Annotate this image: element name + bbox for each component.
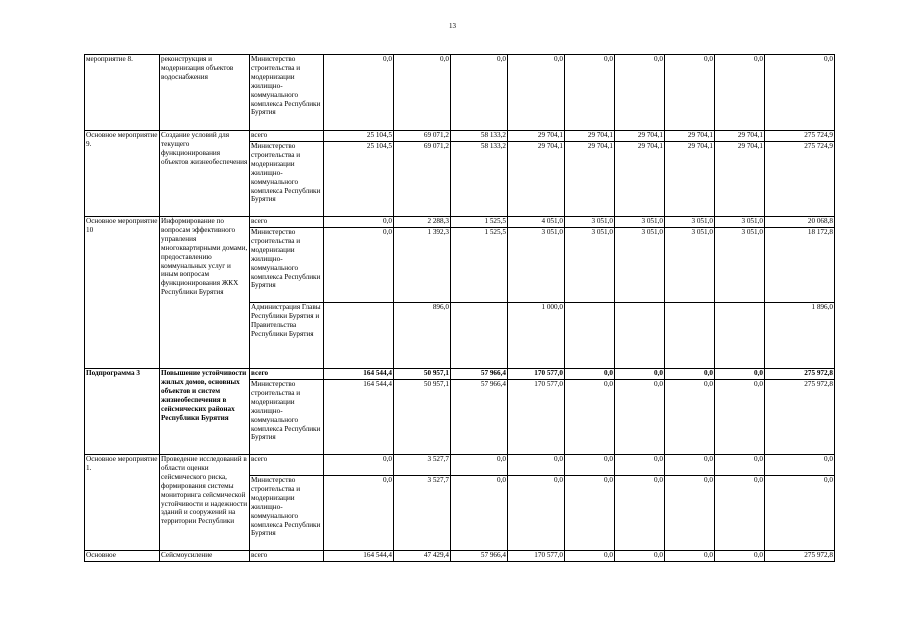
value-cell: 20 068,8 — [765, 217, 835, 228]
value-cell: 57 966,4 — [451, 551, 508, 562]
value-cell: 0,0 — [665, 55, 715, 131]
value-cell: 170 577,0 — [508, 551, 565, 562]
value-cell: 0,0 — [665, 369, 715, 380]
value-cell: 0,0 — [615, 55, 665, 131]
value-cell: 275 724,9 — [765, 142, 835, 217]
table-row — [85, 217, 835, 228]
value-cell: 1 525,5 — [451, 228, 508, 303]
value-cell: 29 704,1 — [715, 131, 765, 142]
value-cell: 58 133,2 — [451, 142, 508, 217]
value-cell: 25 104,5 — [324, 131, 394, 142]
value-cell: 29 704,1 — [565, 131, 615, 142]
value-cell: 47 429,4 — [394, 551, 451, 562]
value-cell: 170 577,0 — [508, 380, 565, 455]
event-description-cell: Сейсмоусиление — [160, 551, 250, 562]
value-cell: 1 392,3 — [394, 228, 451, 303]
value-cell: 29 704,1 — [508, 131, 565, 142]
value-cell: 1 525,5 — [451, 217, 508, 228]
source-cell: всего — [250, 131, 324, 142]
value-cell: 164 544,4 — [324, 369, 394, 380]
value-cell: 164 544,4 — [324, 380, 394, 455]
value-cell: 1 000,0 — [508, 303, 565, 369]
value-cell: 275 972,8 — [765, 380, 835, 455]
value-cell: 275 972,8 — [765, 369, 835, 380]
value-cell: 3 051,0 — [715, 217, 765, 228]
value-cell: 29 704,1 — [665, 131, 715, 142]
table-row — [85, 369, 835, 380]
value-cell: 0,0 — [451, 455, 508, 476]
source-cell: всего — [250, 551, 324, 562]
value-cell: 69 071,2 — [394, 131, 451, 142]
value-cell: 3 051,0 — [615, 217, 665, 228]
value-cell: 0,0 — [765, 476, 835, 551]
value-cell: 896,0 — [394, 303, 451, 369]
value-cell: 18 172,8 — [765, 228, 835, 303]
source-cell: Администрация Главы Республики Бурятия и Правительства Республики Бурятия — [250, 303, 324, 369]
source-cell: всего — [250, 369, 324, 380]
value-cell: 0,0 — [508, 476, 565, 551]
value-cell: 3 051,0 — [665, 228, 715, 303]
value-cell: 0,0 — [665, 455, 715, 476]
table-row — [85, 551, 835, 562]
value-cell: 3 527,7 — [394, 476, 451, 551]
value-cell: 0,0 — [715, 551, 765, 562]
value-cell: 0,0 — [715, 55, 765, 131]
event-name-cell: Основное мероприятие 9. — [85, 131, 160, 217]
value-cell: 0,0 — [508, 455, 565, 476]
source-cell: Министерство строительства и модернизации жилищно-коммунального комплекса Республики Бурятия — [250, 380, 324, 455]
source-cell: всего — [250, 217, 324, 228]
page-number: 13 — [449, 22, 456, 30]
value-cell: 164 544,4 — [324, 551, 394, 562]
value-cell: 3 051,0 — [715, 228, 765, 303]
value-cell: 0,0 — [565, 369, 615, 380]
table-row — [85, 131, 835, 142]
value-cell: 0,0 — [665, 380, 715, 455]
value-cell — [715, 303, 765, 369]
value-cell: 0,0 — [508, 55, 565, 131]
value-cell: 0,0 — [324, 228, 394, 303]
source-cell: всего — [250, 455, 324, 476]
value-cell: 3 051,0 — [565, 228, 615, 303]
value-cell: 0,0 — [715, 455, 765, 476]
value-cell — [615, 303, 665, 369]
value-cell: 0,0 — [615, 476, 665, 551]
value-cell: 0,0 — [565, 380, 615, 455]
value-cell: 58 133,2 — [451, 131, 508, 142]
value-cell — [451, 303, 508, 369]
value-cell: 1 896,0 — [765, 303, 835, 369]
value-cell: 0,0 — [765, 455, 835, 476]
value-cell: 0,0 — [324, 455, 394, 476]
value-cell: 57 966,4 — [451, 369, 508, 380]
value-cell: 0,0 — [715, 369, 765, 380]
value-cell: 29 704,1 — [565, 142, 615, 217]
value-cell: 0,0 — [451, 476, 508, 551]
value-cell: 3 051,0 — [508, 228, 565, 303]
value-cell: 0,0 — [715, 476, 765, 551]
value-cell — [665, 303, 715, 369]
value-cell: 0,0 — [565, 455, 615, 476]
value-cell: 275 724,9 — [765, 131, 835, 142]
event-description-cell: Информирование по вопросам эффективного управления многоквартирными домами, предоставлению коммунальных услуг и иным вопросам функционирования ЖКХ Республики Бурятия — [160, 217, 250, 369]
value-cell: 0,0 — [615, 380, 665, 455]
source-cell: Министерство строительства и модернизации жилищно-коммунального комплекса Республики Бурятия — [250, 55, 324, 131]
value-cell: 25 104,5 — [324, 142, 394, 217]
value-cell: 0,0 — [324, 217, 394, 228]
source-cell: Министерство строительства и модернизации жилищно-коммунального комплекса Республики Бурятия — [250, 142, 324, 217]
value-cell: 3 051,0 — [665, 217, 715, 228]
value-cell: 0,0 — [715, 380, 765, 455]
budget-table — [84, 54, 835, 562]
event-name-cell: Основное — [85, 551, 160, 562]
value-cell: 29 704,1 — [665, 142, 715, 217]
value-cell: 50 957,1 — [394, 380, 451, 455]
event-name-cell: Основное мероприятие 10 — [85, 217, 160, 369]
value-cell: 0,0 — [324, 55, 394, 131]
value-cell: 0,0 — [565, 551, 615, 562]
value-cell: 170 577,0 — [508, 369, 565, 380]
value-cell — [324, 303, 394, 369]
event-name-cell: Основное мероприятие 1. — [85, 455, 160, 551]
value-cell: 29 704,1 — [508, 142, 565, 217]
value-cell: 50 957,1 — [394, 369, 451, 380]
value-cell: 3 051,0 — [565, 217, 615, 228]
value-cell: 2 288,3 — [394, 217, 451, 228]
value-cell: 0,0 — [394, 55, 451, 131]
source-cell: Министерство строительства и модернизации жилищно-коммунального комплекса Республики Бурятия — [250, 228, 324, 303]
value-cell: 29 704,1 — [615, 142, 665, 217]
value-cell: 0,0 — [565, 55, 615, 131]
value-cell: 4 051,0 — [508, 217, 565, 228]
value-cell: 69 071,2 — [394, 142, 451, 217]
value-cell: 0,0 — [765, 55, 835, 131]
table-row — [85, 55, 835, 131]
value-cell: 29 704,1 — [715, 142, 765, 217]
event-description-cell: Создание условий для текущего функционирования объектов жизнеобеспечения — [160, 131, 250, 217]
value-cell: 0,0 — [665, 551, 715, 562]
table-row — [85, 455, 835, 476]
event-name-cell: мероприятие 8. — [85, 55, 160, 131]
value-cell: 57 966,4 — [451, 380, 508, 455]
value-cell: 0,0 — [665, 476, 715, 551]
subprogram-description-cell: Повышение устойчивости жилых домов, основных объектов и систем жизнеобеспечения в сейсмических районах Республики Бурятия — [160, 369, 250, 455]
value-cell: 0,0 — [565, 476, 615, 551]
value-cell: 0,0 — [615, 551, 665, 562]
event-description-cell: реконструкция и модернизация объектов водоснабжения — [160, 55, 250, 131]
value-cell: 0,0 — [451, 55, 508, 131]
event-description-cell: Проведение исследований в области оценки сейсмического риска, формирования системы мониторинга сейсмической устойчивости и надежности зданий и сооружений на территории Республики — [160, 455, 250, 551]
value-cell: 29 704,1 — [615, 131, 665, 142]
value-cell: 3 527,7 — [394, 455, 451, 476]
value-cell: 0,0 — [615, 369, 665, 380]
value-cell: 0,0 — [615, 455, 665, 476]
value-cell: 275 972,8 — [765, 551, 835, 562]
subprogram-name-cell: Подпрограмма 3 — [85, 369, 160, 455]
source-cell: Министерство строительства и модернизации жилищно-коммунального комплекса Республики Бурятия — [250, 476, 324, 551]
value-cell — [565, 303, 615, 369]
value-cell: 0,0 — [324, 476, 394, 551]
value-cell: 3 051,0 — [615, 228, 665, 303]
